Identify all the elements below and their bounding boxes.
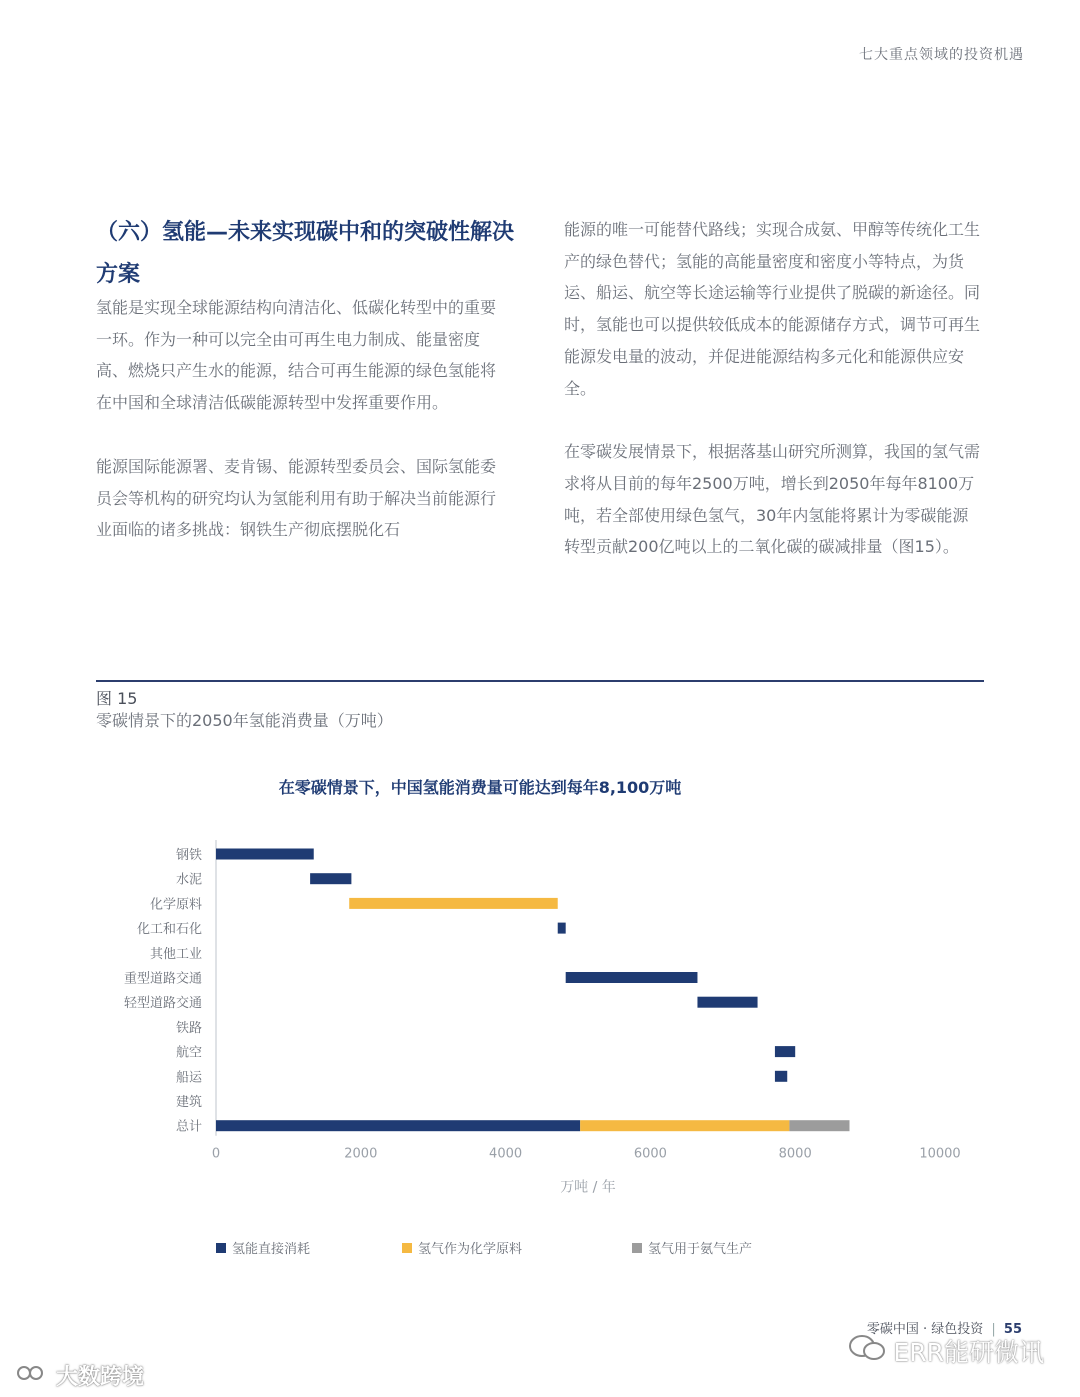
legend-label: 氢能直接消耗 <box>232 1242 311 1257</box>
figure-number: 图 15 <box>96 689 138 708</box>
legend-item-ammonia <box>632 1238 752 1257</box>
footer-label: 零碳中国 · 绿色投资 <box>866 1322 984 1337</box>
bar-化学原料 <box>349 898 558 909</box>
left-column <box>96 292 506 546</box>
y-tick-label: 钢铁 <box>175 848 202 863</box>
hydrogen-consumption-chart <box>0 820 1000 1220</box>
x-tick-label: 0 <box>211 1146 221 1162</box>
paragraph: 在零碳发展情景下，根据落基山研究所测算，我国的氢气需求将从目前的每年2500万吨，增长到2050年每年8100万吨，若全部使用绿色氢气，30年内氢能将累计为零碳能源转型贡献200亿吨以上的二氧化碳的碳减排量（图15）。 <box>564 442 981 557</box>
bar-航空 <box>775 1046 795 1057</box>
bar-船运 <box>775 1071 787 1082</box>
bar-水泥 <box>310 873 351 884</box>
y-tick-label: 化学原料 <box>149 897 202 913</box>
x-tick-label: 10000 <box>919 1146 961 1162</box>
legend-label: 氢气作为化学原料 <box>418 1242 523 1257</box>
y-tick-label: 其他工业 <box>149 946 202 962</box>
paragraph: 氢能是实现全球能源结构向清洁化、低碳化转型中的重要一环。作为一种可以完全由可再生电力制成、能量密度高、燃烧只产生水的能源，结合可再生能源的绿色氢能将在中国和全球清洁低碳能源转型中发挥重要作用。 <box>96 298 497 413</box>
bar-化工和石化 <box>558 923 566 934</box>
x-tick-label: 4000 <box>489 1146 523 1162</box>
page-number: 55 <box>1003 1322 1022 1337</box>
figure-caption: 零碳情景下的2050年氢能消费量（万吨） <box>96 711 393 730</box>
x-axis-label: 万吨 / 年 <box>560 1179 616 1196</box>
y-tick-label: 铁路 <box>175 1020 202 1036</box>
x-tick-label: 6000 <box>633 1146 667 1162</box>
bar-重型道路交通 <box>566 972 698 983</box>
watermark-text: ERR能研微讯 <box>893 1338 1044 1367</box>
x-tick-label: 8000 <box>778 1146 812 1162</box>
legend-swatch <box>632 1243 642 1253</box>
legend-label: 氢气用于氨气生产 <box>648 1242 753 1257</box>
section-title: （六）氢能—未来实现碳中和的突破性解决方案 <box>96 220 515 287</box>
y-tick-label: 化工和石化 <box>136 922 202 938</box>
paragraph: 能源的唯一可能替代路线；实现合成氨、甲醇等传统化工生产的绿色替代；氢能的高能量密度和密度小等特点，为货运、船运、航空等长途运输等行业提供了脱碳的新途径。同时，氢能也可以提供较低成本的能源储存方式，调节可再生能源发电量的波动，并促进能源结构多元化和能源供应安全。 <box>564 220 981 398</box>
y-tick-label: 重型道路交通 <box>123 971 202 987</box>
bar-总计 <box>216 1120 580 1131</box>
running-header: 七大重点领域的投资机遇 <box>859 47 1024 63</box>
bar-总计 <box>789 1120 849 1131</box>
figure-divider <box>96 680 984 682</box>
bar-钢铁 <box>216 849 314 860</box>
paragraph: 能源国际能源署、麦肯锡、能源转型委员会、国际氢能委员会等机构的研究均认为氢能利用有助于解决当前能源行业面临的诸多挑战：钢铁生产彻底摆脱化石 <box>96 456 497 540</box>
y-tick-label: 水泥 <box>175 872 202 888</box>
x-tick-label: 2000 <box>344 1146 378 1162</box>
watermark-logo-icon <box>16 1362 50 1390</box>
footer-separator: | <box>991 1322 996 1337</box>
y-tick-label: 船运 <box>175 1070 202 1086</box>
watermark-right <box>847 1333 1044 1369</box>
bar-总计 <box>580 1120 789 1131</box>
watermark-text: 大数跨境 <box>56 1365 145 1390</box>
legend-swatch <box>216 1243 226 1253</box>
legend-item-direct <box>216 1238 310 1257</box>
watermark-left <box>16 1360 144 1391</box>
y-tick-label: 建筑 <box>175 1095 202 1110</box>
y-tick-label: 航空 <box>175 1045 202 1061</box>
y-tick-label: 总计 <box>175 1119 202 1135</box>
legend-swatch <box>402 1243 412 1253</box>
chart-title: 在零碳情景下，中国氢能消费量可能达到每年8,100万吨 <box>278 778 682 797</box>
legend-item-feedstock <box>402 1238 522 1257</box>
y-tick-label: 轻型道路交通 <box>123 996 202 1012</box>
bar-轻型道路交通 <box>697 997 757 1008</box>
wechat-icon <box>847 1333 887 1369</box>
right-column <box>564 214 984 563</box>
